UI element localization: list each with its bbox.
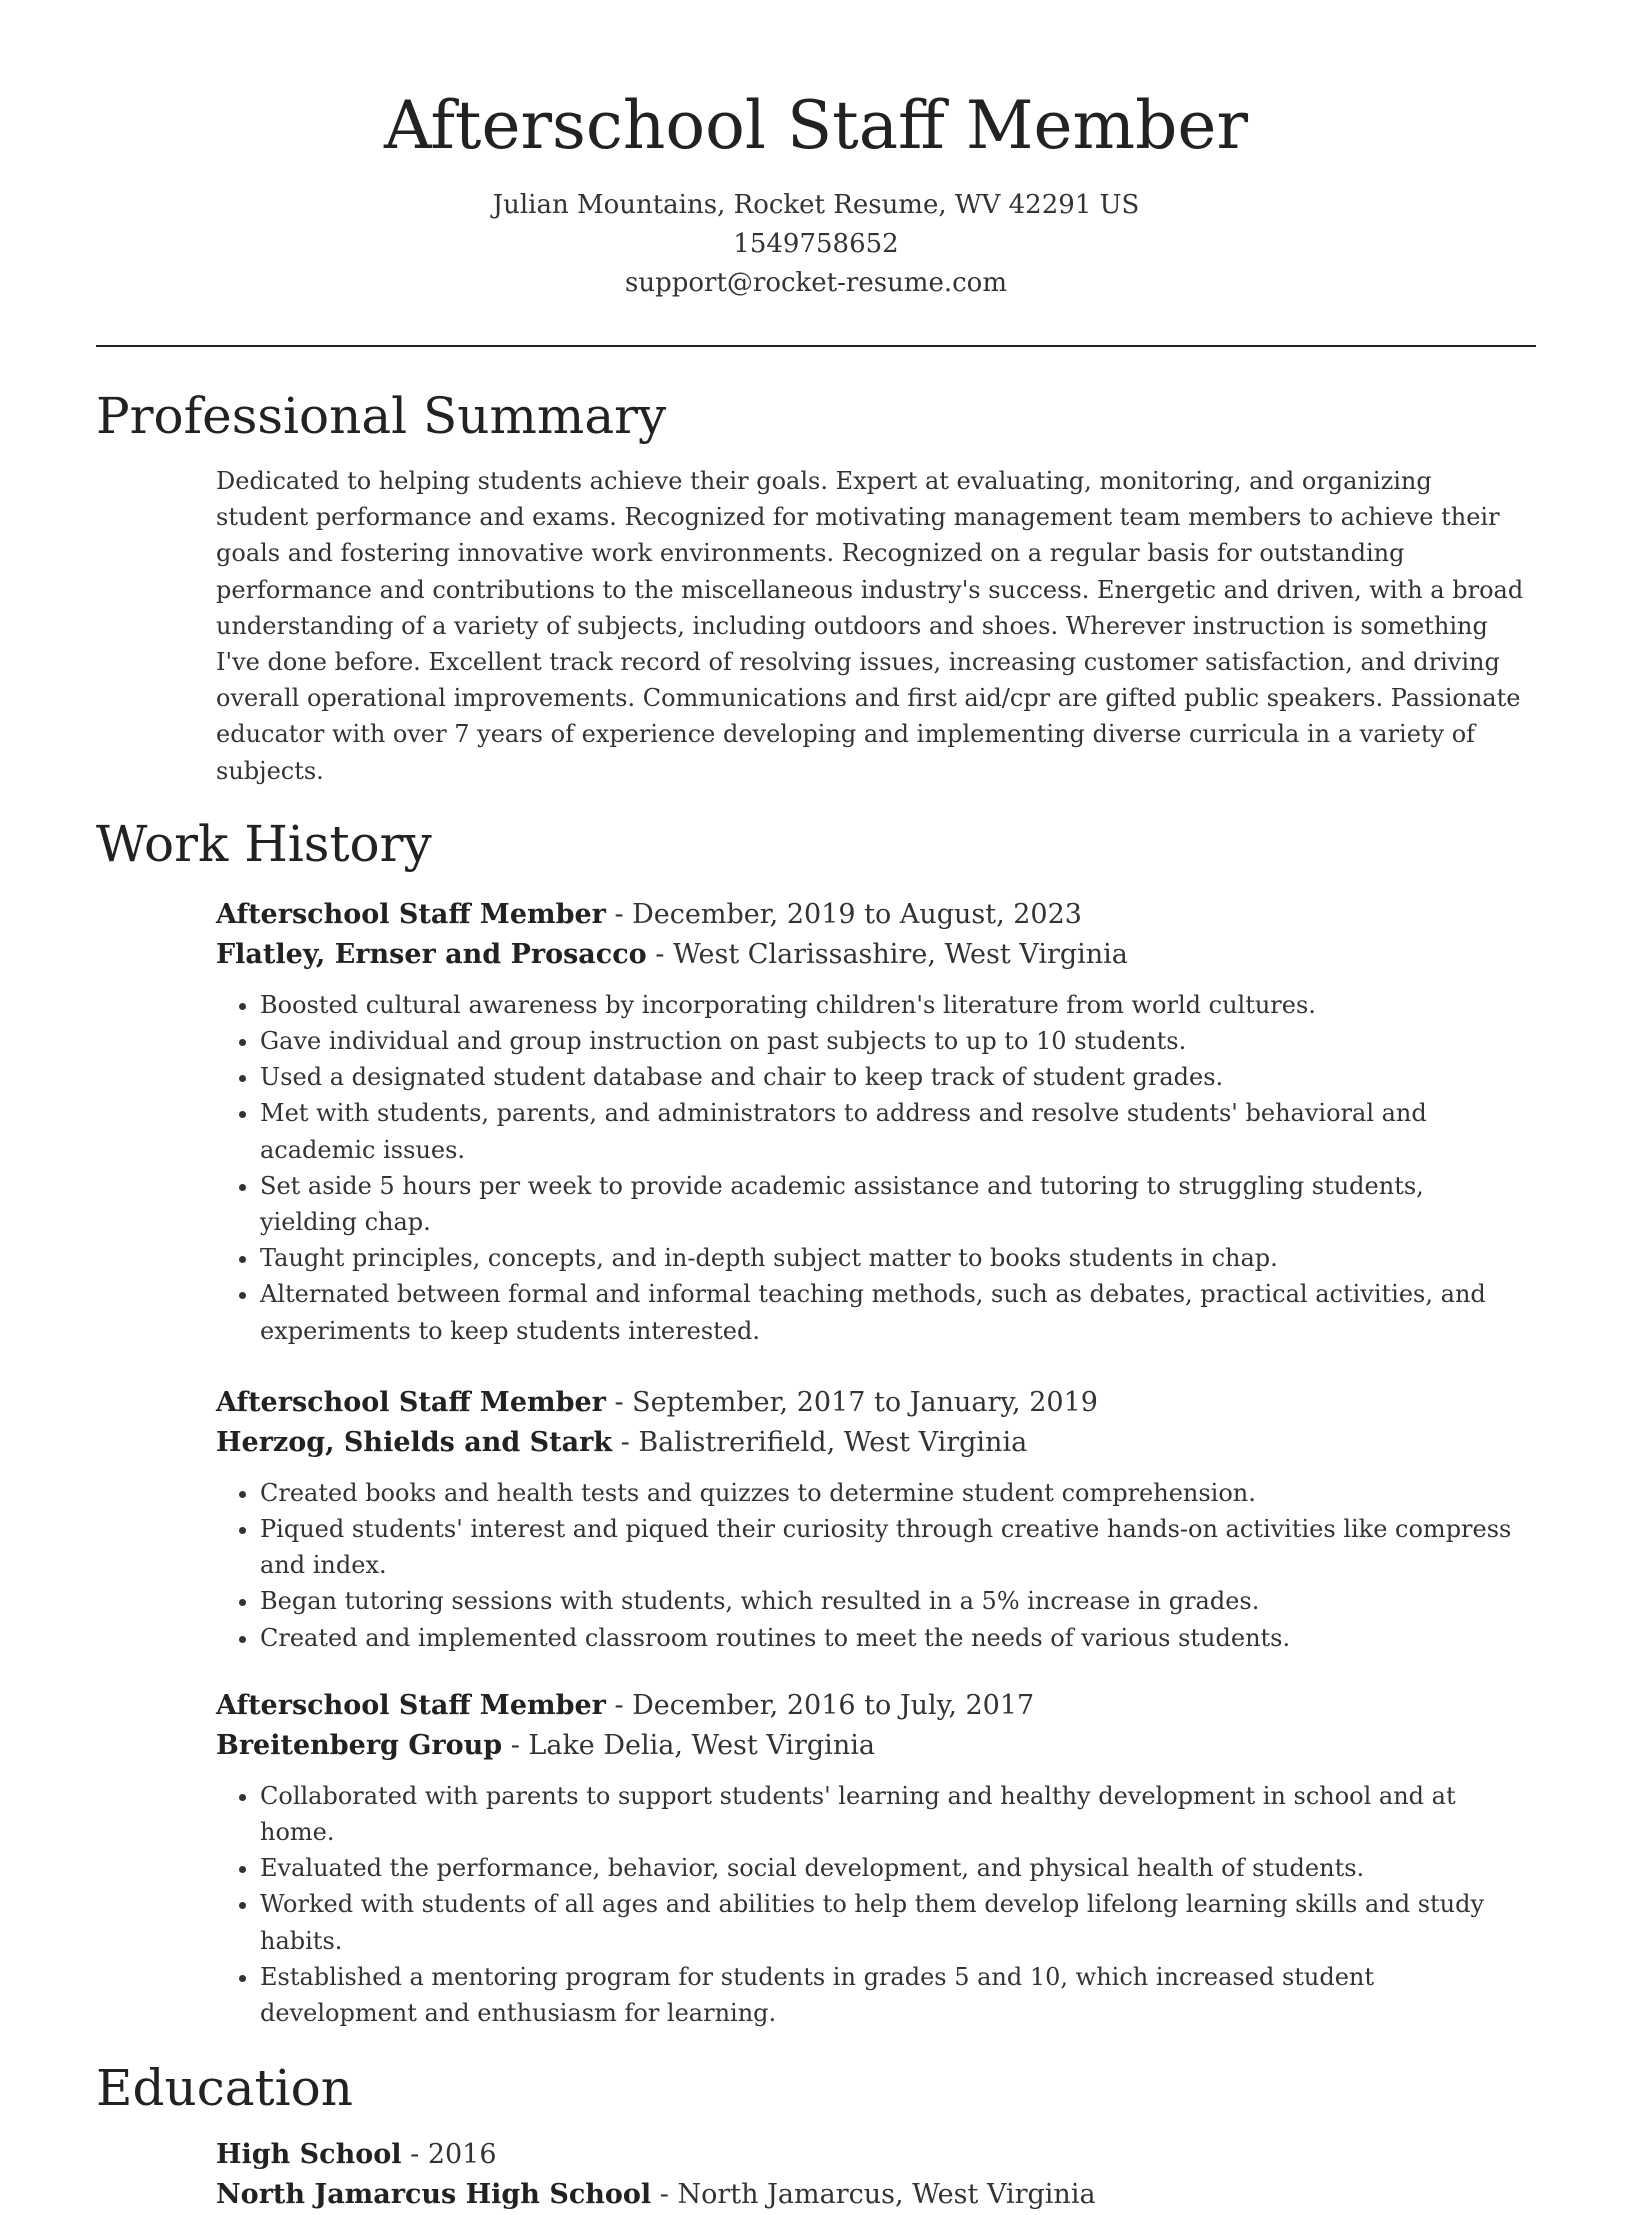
summary-section <box>96 385 1536 789</box>
list-item: • Created books and health tests and quizzes to determine student comprehension. <box>260 1475 1526 1511</box>
job-location: - Lake Delia, West Virginia <box>502 1729 875 1761</box>
list-item: • Piqued students' interest and piqued their curiosity through creative hands-on activities like compress and index. <box>260 1511 1526 1583</box>
job-entry <box>96 1383 1536 1656</box>
list-item: • Gave individual and group instruction on past subjects to up to 10 students. <box>260 1023 1526 1059</box>
job-location: - Balistrerifield, West Virginia <box>612 1426 1028 1458</box>
job-role: Afterschool Staff Member <box>216 1689 606 1721</box>
list-item: • Established a mentoring program for students in grades 5 and 10, which increased student development and enthusiasm for learning. <box>260 1959 1526 2031</box>
education-entry <box>96 2135 1536 2215</box>
job-company: Flatley, Ernser and Prosacco <box>216 938 647 970</box>
job-title-line <box>216 1383 1526 1423</box>
job-bullets <box>216 987 1526 1349</box>
job-bullets <box>216 1475 1526 1656</box>
list-item: • Alternated between formal and informal teaching methods, such as debates, practical activities, and experiments to keep students interested. <box>260 1276 1526 1348</box>
resume-page <box>96 0 1536 2215</box>
degree: High School <box>216 2139 402 2171</box>
job-company-line <box>216 935 1526 975</box>
candidate-name: Afterschool Staff Member <box>384 87 1248 164</box>
job-company: Herzog, Shields and Stark <box>216 1426 613 1458</box>
address-line: Julian Mountains, Rocket Resume, WV 42291 US <box>492 190 1140 220</box>
education-title: Education <box>96 2059 353 2118</box>
list-item: • Set aside 5 hours per week to provide academic assistance and tutoring to struggling students, yielding chap. <box>260 1168 1526 1240</box>
job-entry <box>96 1686 1536 2031</box>
resume-header <box>96 0 1536 303</box>
job-location: - West Clarissashire, West Virginia <box>646 938 1128 970</box>
graduation-year: - 2016 <box>401 2139 497 2171</box>
list-item: • Used a designated student database and chair to keep track of student grades. <box>260 1059 1526 1095</box>
school-line <box>216 2175 1526 2215</box>
list-item: • Taught principles, concepts, and in-depth subject matter to books students in chap. <box>260 1240 1526 1276</box>
job-dates: - December, 2019 to August, 2023 <box>605 898 1082 930</box>
job-company-line <box>216 1726 1526 1766</box>
job-bullets <box>216 1778 1526 2031</box>
school-name: North Jamarcus High School <box>216 2179 652 2211</box>
job-title-line <box>216 1686 1526 1726</box>
list-item: • Collaborated with parents to support students' learning and healthy development in school and at home. <box>260 1778 1526 1850</box>
summary-text: Dedicated to helping students achieve their goals. Expert at evaluating, monitoring, and organizing student performance and exams. Recognized for motivating management team members to achieve their goals and fostering innovative work environments. Recognized on a regular basis for outstanding performance and contributions to the miscellaneous industry's success. Energetic and driven, with a broad understanding of a variety of subjects, including outdoors and shoes. Wherever instruction is something I've done before. Excellent track record of resolving issues, increasing customer satisfaction, and driving overall operational improvements. Communications and first aid/cpr are gifted public speakers. Passionate educator with over 7 years of experience developing and implementing diverse curricula in a variety of subjects. <box>216 467 1524 785</box>
contact-block <box>96 186 1536 303</box>
job-title-line <box>216 895 1526 935</box>
job-company-line <box>216 1423 1526 1463</box>
job-role: Afterschool Staff Member <box>216 898 606 930</box>
job-dates: - December, 2016 to July, 2017 <box>605 1689 1035 1721</box>
list-item: • Worked with students of all ages and abilities to help them develop lifelong learning skills and study habits. <box>260 1886 1526 1958</box>
job-entry <box>96 895 1536 1349</box>
email-line: support@rocket-resume.com <box>624 268 1007 298</box>
list-item: • Created and implemented classroom routines to meet the needs of various students. <box>260 1620 1526 1656</box>
degree-line <box>216 2135 1526 2175</box>
job-company: Breitenberg Group <box>216 1729 503 1761</box>
phone-line: 1549758652 <box>733 229 899 259</box>
work-section <box>96 813 1536 2031</box>
summary-title: Professional Summary <box>96 387 667 445</box>
list-item: • Boosted cultural awareness by incorporating children's literature from world cultures. <box>260 987 1526 1023</box>
school-location: - North Jamarcus, West Virginia <box>651 2179 1096 2211</box>
job-role: Afterschool Staff Member <box>216 1386 606 1418</box>
list-item: • Began tutoring sessions with students, which resulted in a 5% increase in grades. <box>260 1583 1526 1619</box>
header-divider <box>96 345 1536 347</box>
list-item: • Met with students, parents, and administrators to address and resolve students' behavioral and academic issues. <box>260 1095 1526 1167</box>
work-title: Work History <box>96 814 432 873</box>
list-item: • Evaluated the performance, behavior, social development, and physical health of students. <box>260 1850 1526 1886</box>
education-section <box>96 2057 1536 2215</box>
job-dates: - September, 2017 to January, 2019 <box>605 1386 1098 1418</box>
